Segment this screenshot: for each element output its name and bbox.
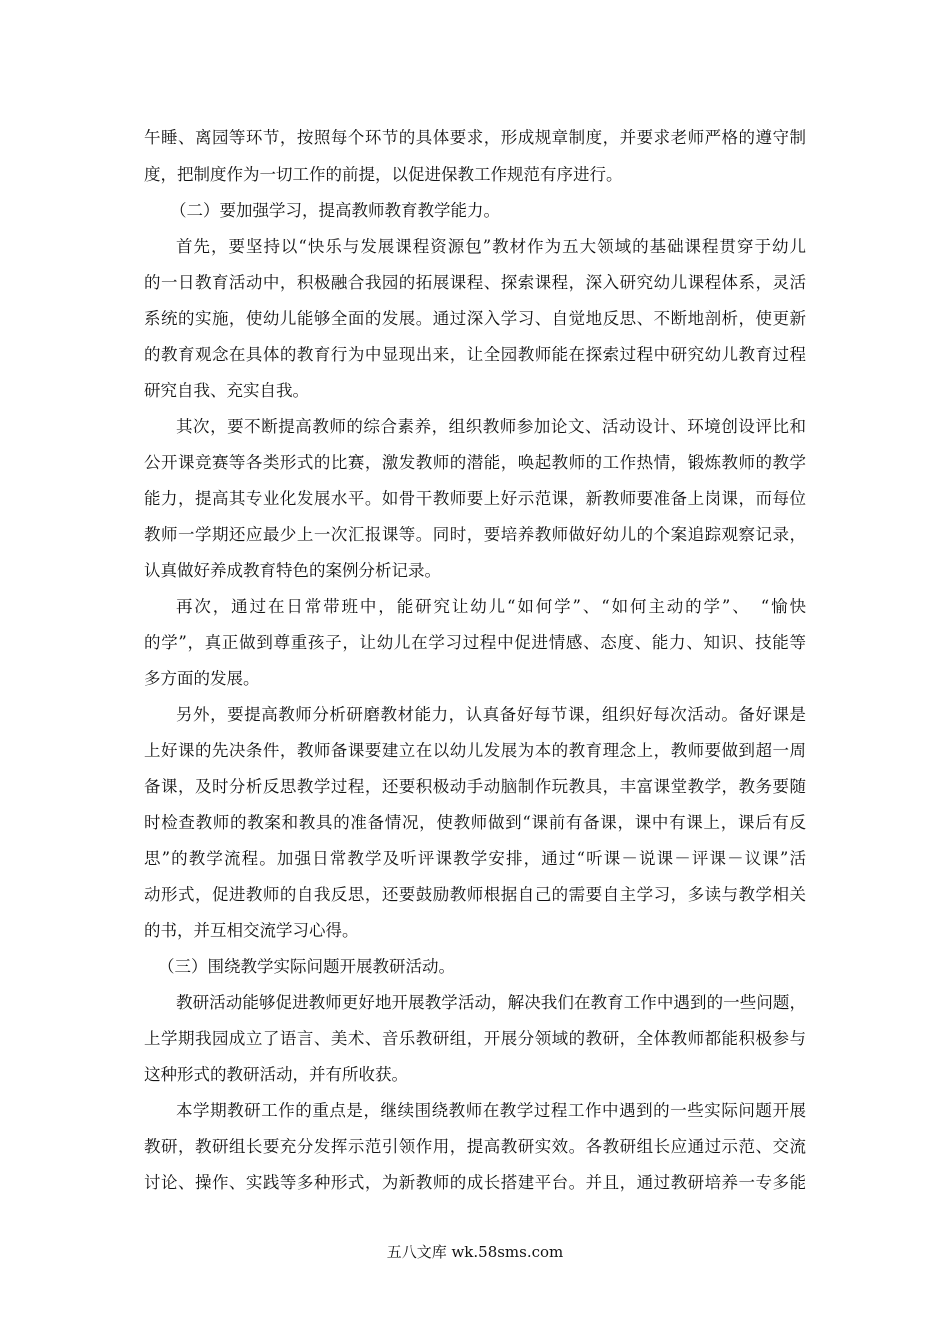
text-line: 度，把制度作为一切工作的前提，以促进保教工作规范有序进行。 xyxy=(144,165,623,184)
text-line: 教师一学期还应最少上一次汇报课等。同时，要培养教师做好幼儿的个案追踪观察记录， xyxy=(144,525,806,544)
text-line: 公开课竞赛等各类形式的比赛，激发教师的潜能，唤起教师的工作热情，锻炼教师的教学 xyxy=(144,453,806,472)
text-line: 的书，并互相交流学习心得。 xyxy=(144,921,359,940)
text-line: 的学”，真正做到尊重孩子，让幼儿在学习过程中促进情感、态度、能力、知识、技能等 xyxy=(144,633,806,652)
page-footer: 五八文库 wk.58sms.com xyxy=(386,1243,564,1261)
text-line: 教研活动能够促进教师更好地开展教学活动，解决我们在教育工作中遇到的一些问题， xyxy=(176,993,806,1012)
text-line: 多方面的发展。 xyxy=(144,669,260,688)
text-line: 认真做好养成教育特色的案例分析记录。 xyxy=(144,561,441,580)
text-line: 其次，要不断提高教师的综合素养，组织教师参加论文、活动设计、环境创设评比和 xyxy=(176,417,806,436)
section-heading: （三）围绕教学实际问题开展教研活动。 xyxy=(158,957,455,976)
text-line: 首先，要坚持以“快乐与发展课程资源包”教材作为五大领域的基础课程贯穿于幼儿 xyxy=(176,237,806,256)
text-line: 讨论、操作、实践等多种形式，为新教师的成长搭建平台。并且，通过教研培养一专多能 xyxy=(144,1173,806,1192)
text-line: 这种形式的教研活动，并有所收获。 xyxy=(144,1065,408,1084)
text-line: 动形式，促进教师的自我反思，还要鼓励教师根据自己的需要自主学习，多读与教学相关 xyxy=(144,885,806,904)
section-heading: （二）要加强学习，提高教师教育教学能力。 xyxy=(170,201,500,220)
text-line: 时检查教师的教案和教具的准备情况，使教师做到“课前有备课，课中有课上，课后有反 xyxy=(144,813,806,832)
text-line: 本学期教研工作的重点是，继续围绕教师在教学过程工作中遇到的一些实际问题开展 xyxy=(176,1101,806,1120)
text-line: 教研，教研组长要充分发挥示范引领作用，提高教研实效。各教研组长应通过示范、交流 xyxy=(144,1137,806,1156)
text-line: 研究自我、充实自我。 xyxy=(144,381,309,400)
text-line: 午睡、离园等环节，按照每个环节的具体要求，形成规章制度，并要求老师严格的遵守制 xyxy=(144,128,806,147)
text-line: 思”的教学流程。加强日常教学及听评课教学安排，通过“听课－说课－评课－议课”活 xyxy=(144,849,806,868)
text-line: 系统的实施，使幼儿能够全面的发展。通过深入学习、自觉地反思、不断地剖析，使更新 xyxy=(144,309,806,328)
text-line: 另外，要提高教师分析研磨教材能力，认真备好每节课，组织好每次活动。备好课是 xyxy=(176,705,806,724)
text-line: 能力，提高其专业化发展水平。如骨干教师要上好示范课，新教师要准备上岗课，而每位 xyxy=(144,489,806,508)
text-line: 上好课的先决条件，教师备课要建立在以幼儿发展为本的教育理念上，教师要做到超一周 xyxy=(144,741,806,760)
text-line: 备课，及时分析反思教学过程，还要积极动手动脑制作玩教具，丰富课堂教学，教务要随 xyxy=(144,777,806,796)
text-line: 上学期我园成立了语言、美术、音乐教研组，开展分领域的教研，全体教师都能积极参与 xyxy=(144,1029,806,1048)
text-line: 的教育观念在具体的教育行为中显现出来，让全园教师能在探索过程中研究幼儿教育过程 xyxy=(144,345,806,364)
text-line: 再次，通过在日常带班中，能研究让幼儿“如何学”、“如何主动的学”、 “愉快 xyxy=(176,597,806,616)
text-line: 的一日教育活动中，积极融合我园的拓展课程、探索课程，深入研究幼儿课程体系，灵活 xyxy=(144,273,806,292)
